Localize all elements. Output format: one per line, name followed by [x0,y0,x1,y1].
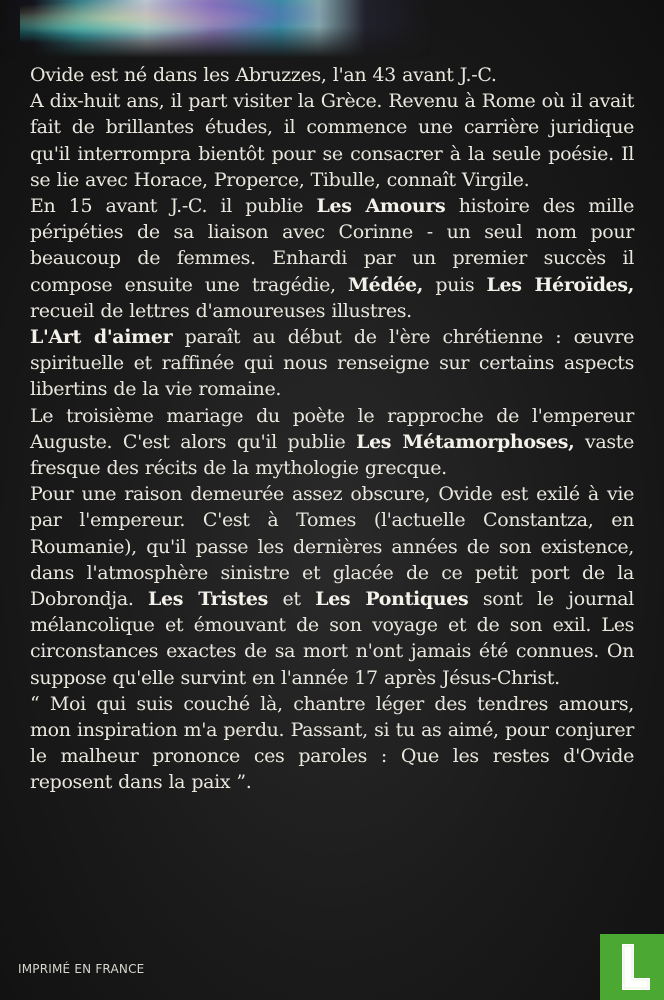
paragraph-metamorphoses: Le troisième mariage du poète le rapproche de l'empereur Auguste. C'est alors qu'il publie Les Métamorphoses, vaste fresque des récits de la mythologie grecque. [30,404,634,480]
publisher-logo-icon [600,934,664,1000]
work-title: L'Art d'aimer [30,326,173,349]
paragraph-birth: Ovide est né dans les Abruzzes, l'an 43 avant J.-C. [30,64,497,86]
cover-artwork-highlight [20,0,350,46]
work-title: Les Héroïdes, [486,273,634,296]
work-title: Médée, [347,273,424,296]
paragraph-exile: Pour une raison demeurée assez obscure, Ovide est exilé à vie par l'empereur. C'est à Tomes (l'actuelle Constantza, en Roumanie), qu'il passe les dernières années de son existence, dans l'atmosphère sinistre et glacée de ce petit port de la Dobrondja. Les Tristes et Les Pontiques sont le journal mélancolique et émouvant de son voyage et de son exil. Les circonstances exactes de sa mort n'ont jamais été connues. On suppose qu'elle survint en l'année 17 après Jésus-Christ. [30,483,634,689]
work-title: Les Tristes [148,588,268,611]
work-title: Les Amours [316,195,446,218]
paragraph-epitaph: “ Moi qui suis couché là, chantre léger des tendres amours, mon inspiration m'a perdu. Passant, si tu as aimé, pour conjurer le malheur prononce ces paroles : Que les restes d'Ovide reposent dans la paix ”. [30,692,634,794]
publisher-logo [600,934,664,1000]
paragraph-youth: A dix-huit ans, il part visiter la Grèce. Revenu à Rome où il avait fait de brillantes études, il commence une carrière juridique qu'il interrompra bientôt pour se consacrer à la seule poésie. Il se lie avec Horace, Properce, Tibulle, connaît Virgile. [30,90,634,191]
work-title: Les Métamorphoses, [356,430,575,453]
paragraph-art-of-love: L'Art d'aimer paraît au début de l'ère chrétienne : œuvre spirituelle et raffinée qui nous renseigne sur certains aspects libertins de la vie romaine. [30,326,634,401]
work-title: Les Pontiques [315,588,469,611]
paragraph-early-works: En 15 avant J.-C. il publie Les Amours histoire des mille péripéties de sa liaison avec Corinne - un seul nom pour beaucoup de femmes. Enhardi par un premier succès il compose ensuite une tragédie, Médée, puis Les Héroïdes, recueil de lettres d'amoureuses illustres. [30,195,634,322]
imprint-label: IMPRIMÉ EN FRANCE [18,962,145,976]
blurb-text [30,62,634,796]
